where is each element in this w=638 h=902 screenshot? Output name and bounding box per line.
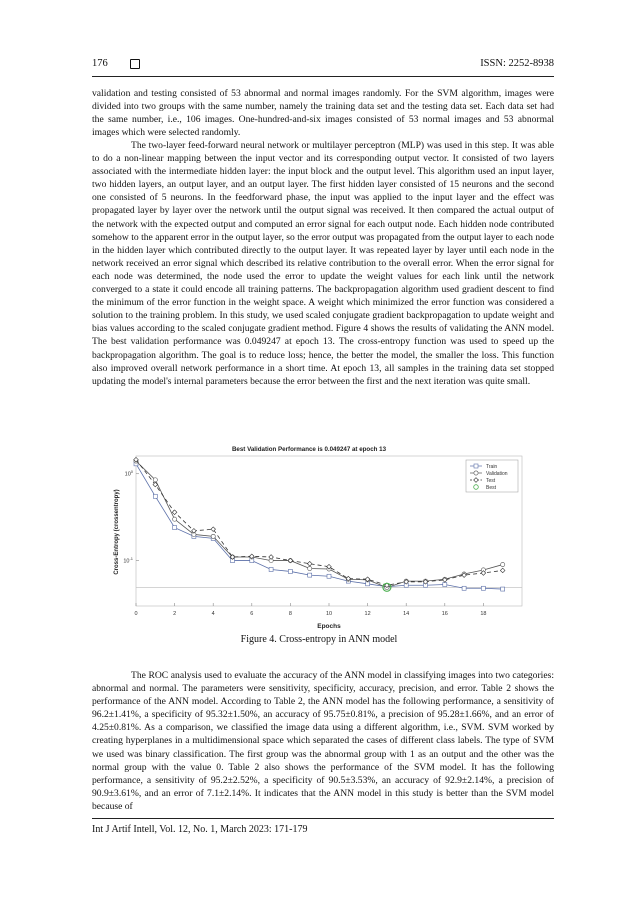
paragraph-3: The ROC analysis used to evaluate the accuracy of the ANN model in classifying images into two categories: abnormal and normal. The parameters were sensitivity, specificity, accuracy, precision, and error. Table 2 shows the performance of the ANN model. According to Table 2, the ANN model has the following performance, a sensitivity of 96.2±1.41%, a specificity of 95.32±1.50%, an accuracy of 95.75±0.81%, a precision of 95.28±1.66%, and an error of 4.25±0.81%. As a comparison, we classified the image data using a different algorithm, i.e., SVM. SVM worked by creating hyperplanes in a multidimensional space which separated the cases of different class labels. The type of SVM we used was binary classification. The first group was the abnormal group with 1 as an output and the other was the normal group with the value 0. Table 2 also shows the performance of the SVM model. It has the following performance, a sensitivity of 95.2±2.52%, a specificity of 90.5±3.53%, an accuracy of 92.9±2.14%, a precision of 90.9±3.61%, and an error of 7.1±2.14%. It indicates that the ANN model in this study is better than the SVM model because of [92,670,554,812]
validation-point [173,517,177,521]
x-tick-label: 4 [211,611,215,617]
train-point [481,586,485,590]
x-tick-label: 10 [325,611,333,617]
train-point [153,494,157,498]
validation-point [308,566,312,570]
x-tick-label: 8 [288,611,292,617]
legend-label: Best [486,484,497,491]
legend-label: Validation [486,470,508,477]
train-point [474,464,478,468]
x-tick-label: 12 [364,611,371,617]
train-point [327,574,331,578]
validation-point [501,562,505,566]
page-header [92,58,554,78]
legend-label: Test [486,477,496,484]
validation-point [211,534,215,538]
x-tick-label: 18 [480,611,487,617]
x-tick-label: 14 [403,611,410,617]
train-point [443,583,447,587]
x-axis-label: Epochs [317,623,341,630]
chart-title: Best Validation Performance is 0.049247 at epoch 13 [231,446,387,453]
y-tick-label: $10^0$ [124,469,133,478]
footer-rule [92,818,554,819]
test-point [192,529,197,534]
x-tick-label: 0 [134,611,138,617]
footer-citation: Int J Artif Intell, Vol. 12, No. 1, March 2023: 171-179 [92,824,308,835]
train-point [366,582,370,586]
y-tick-label: $10^{-1}$ [123,556,133,565]
test-point [269,555,274,560]
y-axis-label: Cross-Entropy (crossentropy) [114,489,120,575]
x-tick-label: 2 [173,611,177,617]
legend-label: Train [486,463,498,470]
train-point [308,573,312,577]
train-point [269,567,273,571]
paragraph-1: validation and testing consisted of 53 abnormal and normal images randomly. For the SVM algorithm, images were divided into two groups with the same number, namely the training data set and the testing data set. Each data set had the same number, i.e., 106 images. One-hundred-and-six images consisted of 53 normal images and 53 abnormal images which were selected randomly. [92,88,554,139]
x-tick-label: 16 [441,611,448,617]
train-point [462,586,466,590]
validation-line [136,461,503,587]
validation-point [153,478,157,482]
train-line [136,464,503,589]
checkbox-square-icon [130,59,140,69]
test-point [211,527,216,532]
header-rule [92,76,554,77]
test-line [136,460,503,586]
validation-point [474,471,478,475]
test-point [172,510,177,515]
train-point [173,526,177,530]
test-point [500,568,505,573]
issn-label: ISSN: 2252-8938 [480,58,554,69]
cross-entropy-chart [104,440,534,630]
paragraph-2: The two-layer feed-forward neural network or multilayer perceptron (MLP) was used in this step. It was able to do a non-linear mapping between the input vector and its corresponding output vector. It consisted of two layers associated with the intermediate hidden layer: the input block and the output level. This algorithm used an input layer, two hidden layers, an output layer, and an output layer. The first hidden layer consisted of 15 neurons and the second one consisted of 5 neurons. In the feedforward phase, the input was applied to the input layer and the effect was propagated layer by layer over the network until the output signal was received. It then compared the actual output of the network with the expected output and computed an error signal for each output node. Each hidden node contributed somehow to the apparent error in the output layer, so the error output was propagated from the output layer to each node in the hidden layer which contributed directly to the output layer. It was repeated layer by layer until each node in the network received an error signal which described its relative contribution to the overall error. When the error signal for each node was determined, the node used the error to update the weight values for each link until the network converged to a state it could encode all training patterns. The backpropagation algorithm used gradient descent to find the minimum of the error function in the weight space. A weight which minimized the error function was considered a solution to the training problem. In this study, we used scaled conjugate gradient backpropagation to update weight and bias values according to the scaled conjugate gradient method. Figure 4 shows the results of validating the ANN model. The best validation performance was 0.049247 at epoch 13. The cross-entropy function was used to speed up the backpropagation algorithm. The goal is to reduce loss; hence, the better the model, the smaller the loss. This function also improved overall network performance in a short time. At epoch 13, all samples in the training data set stopped updating the model's internal parameters because the error between the first and the next iteration was quite small. [92,140,554,387]
train-point [501,587,505,591]
train-point [288,569,292,573]
test-point [307,561,312,566]
page-number: 176 [92,58,108,69]
figure-caption: Figure 4. Cross-entropy in ANN model [240,634,398,645]
x-tick-label: 6 [250,611,254,617]
